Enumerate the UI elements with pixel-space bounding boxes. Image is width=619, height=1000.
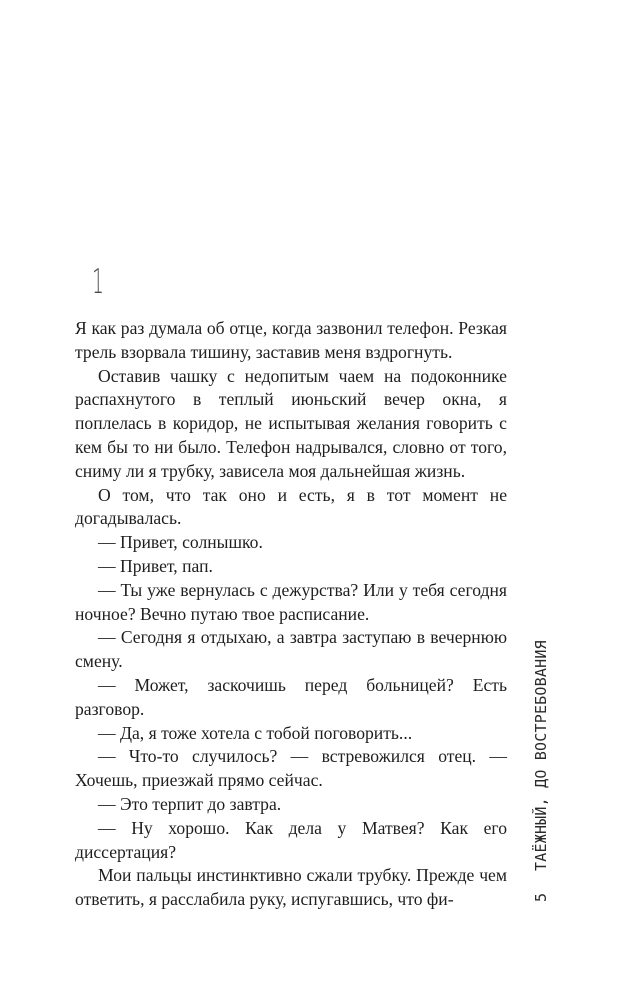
dialogue-line: — Что-то случилось? — встревожился отец. — Хочешь, приезжай прямо сейчас. <box>75 746 507 791</box>
chapter-number: 1 <box>92 262 104 302</box>
paragraph: О том, что так оно и есть, я в тот момент не догадывалась. <box>75 484 507 529</box>
dialogue-line: — Сегодня я отдыхаю, а завтра заступаю в вечернюю смену. <box>75 627 507 672</box>
dialogue-line: — Может, заскочишь перед больницей? Есть разговор. <box>75 674 507 719</box>
page-number: 5 <box>532 892 550 902</box>
paragraph: Я как раз думала об отце, когда зазвонил телефон. Резкая трель взорвала тишину, заставив меня вздрогнуть. <box>75 318 507 362</box>
paragraph: Оставив чашку с недопитым чаем на подоконнике распахнутого в теплый июньский вечер окна, я поплелась в коридор, не испытывая желания говорить с кем бы то ни было. Телефон надрывался, словно от того, сниму ли я трубку, зависела моя дальнейшая жизнь. <box>75 365 507 481</box>
dialogue-line: — Ты уже вернулась с дежурства? Или у тебя сегодня ночное? Вечно путаю твое расписание. <box>75 579 507 624</box>
running-head <box>528 640 554 902</box>
dialogue-line: — Да, я тоже хотела с тобой поговорить... <box>98 722 413 743</box>
body-text <box>75 317 507 912</box>
dialogue-line: — Привет, пап. <box>98 555 213 576</box>
book-title: ТАЁЖНЫЙ, ДО ВОСТРЕБОВАНИЯ <box>532 640 550 871</box>
paragraph: Мои пальцы инстинктивно сжали трубку. Прежде чем ответить, я расслабила руку, испугавшись, что фи- <box>75 865 507 910</box>
dialogue-line: — Это терпит до завтра. <box>98 793 282 814</box>
dialogue-line: — Привет, солнышко. <box>98 532 263 553</box>
dialogue-line: — Ну хорошо. Как дела у Матвея? Как его диссертация? <box>75 817 507 862</box>
